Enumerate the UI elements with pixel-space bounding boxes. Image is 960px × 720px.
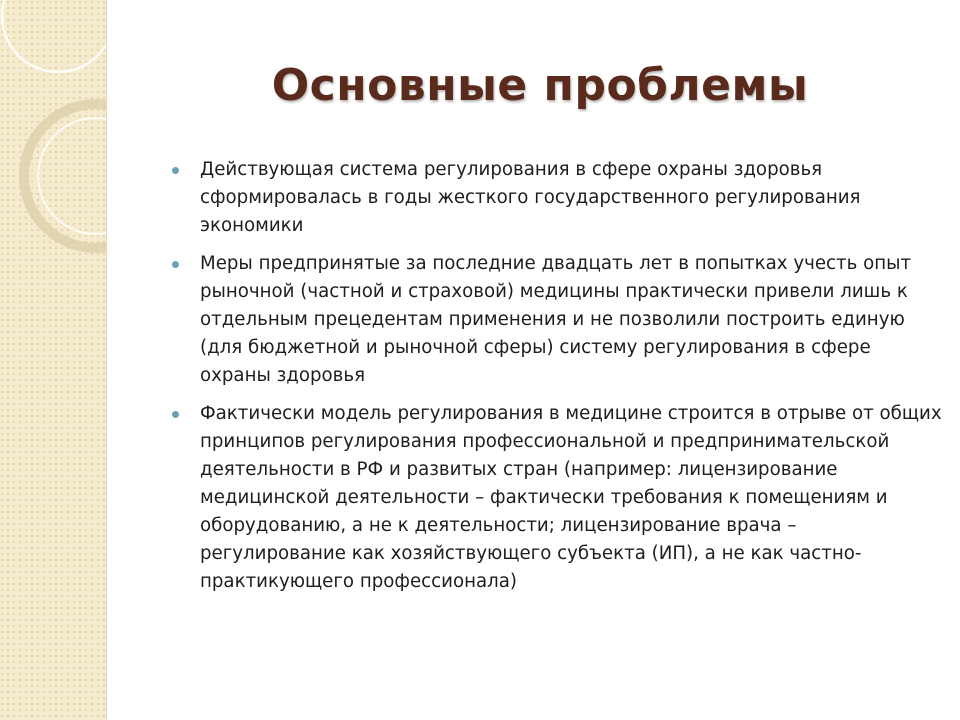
bullet-text: Действующая система регулирования в сфере охраны здоровья сформировалась в годы жесткого государственного регулирования экономики bbox=[200, 159, 861, 236]
decor-circle-inner bbox=[38, 118, 106, 234]
decorative-side-panel bbox=[0, 0, 107, 720]
bullet-dot-icon bbox=[172, 167, 179, 174]
bullet-item bbox=[172, 156, 942, 240]
slide-title: Основные проблемы bbox=[271, 60, 809, 111]
bullet-list bbox=[172, 156, 942, 606]
bullet-dot-icon bbox=[172, 411, 179, 418]
bullet-text: Меры предпринятые за последние двадцать лет в попытках учесть опыт рыночной (частной и страховой) медицины практически привели лишь к отдельным прецедентам применения и не позволили построить единую (для бюджетной и рыночной сферы) систему регулирования в сфере охраны здоровья bbox=[200, 253, 912, 386]
decorative-circles bbox=[0, 0, 106, 720]
decor-circle-top bbox=[2, 0, 106, 72]
bullet-dot-icon bbox=[172, 261, 179, 268]
bullet-item bbox=[172, 400, 942, 596]
bullet-text: Фактически модель регулирования в медицине строится в отрыве от общих принципов регулирования профессиональной и предпринимательской деятельности в РФ и развитых стран (например: лицензирование медицинской деятельности – фактически требования к помещениям и оборудованию, а не к деятельности; лицензирование врача – регулирование как хозяйствующего субъекта (ИП), а не как частно-практикующего профессионала) bbox=[200, 403, 942, 592]
bullet-item bbox=[172, 250, 942, 390]
decor-circle-large bbox=[24, 104, 106, 248]
